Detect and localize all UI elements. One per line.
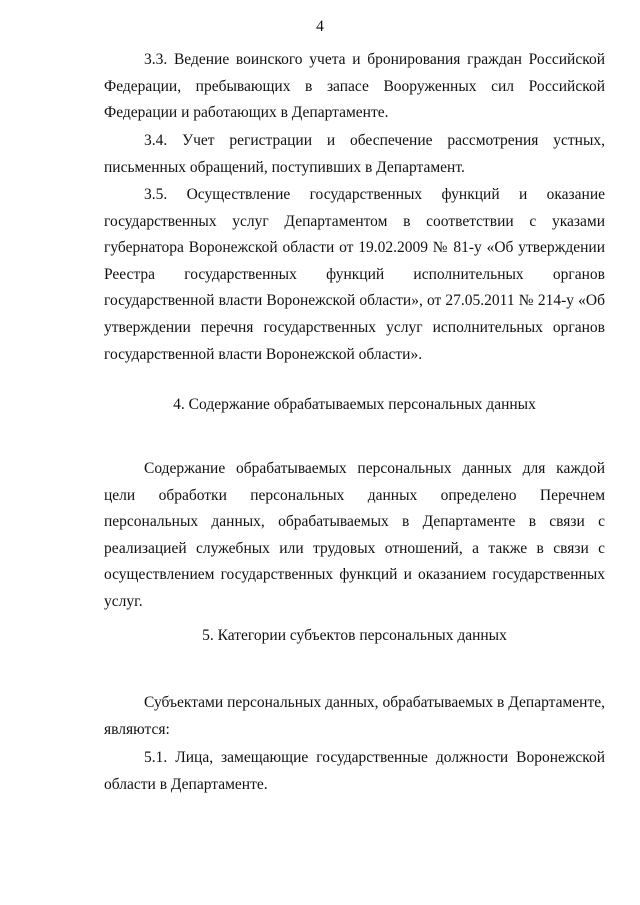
section-5-intro: Субъектами персональных данных, обрабатываемых в Департаменте, являются: bbox=[104, 694, 605, 738]
paragraph-5-1: 5.1. Лица, замещающие государственные должности Воронежской области в Департаменте. bbox=[104, 749, 605, 793]
page-number: 4 bbox=[316, 18, 324, 35]
paragraph-3-5: 3.5. Осуществление государственных функций и оказание государственных услуг Департаментом в соответствии с указами губернатора Воронежской области от 19.02.2009 № 81-у «Об утверждении Реестра государственных функций исполнительных органов государственной власти Воронежской области», от 27.05.2011 № 214-у «Об утверждении перечня государственных услуг исполнительных органов государственной власти Воронежской области». bbox=[104, 186, 605, 363]
section-5-heading: 5. Категории субъектов персональных данных bbox=[202, 627, 507, 644]
section-4-heading: 4. Содержание обрабатываемых персональных данных bbox=[173, 396, 536, 413]
section-4-text: Содержание обрабатываемых персональных данных для каждой цели обработки персональных данных определено Перечнем персональных данных, обрабатываемых в Департаменте в связи с реализацией служебных или трудовых отношений, а также в связи с осуществлением государственных функций и оказанием государственных услуг. bbox=[104, 460, 605, 610]
paragraph-3-3: 3.3. Ведение воинского учета и бронирования граждан Российской Федерации, пребывающих в запасе Вооруженных сил Российской Федерации и работающих в Департаменте. bbox=[104, 51, 605, 122]
paragraph-3-4: 3.4. Учет регистрации и обеспечение рассмотрения устных, письменных обращений, поступивших в Департамент. bbox=[104, 132, 605, 176]
